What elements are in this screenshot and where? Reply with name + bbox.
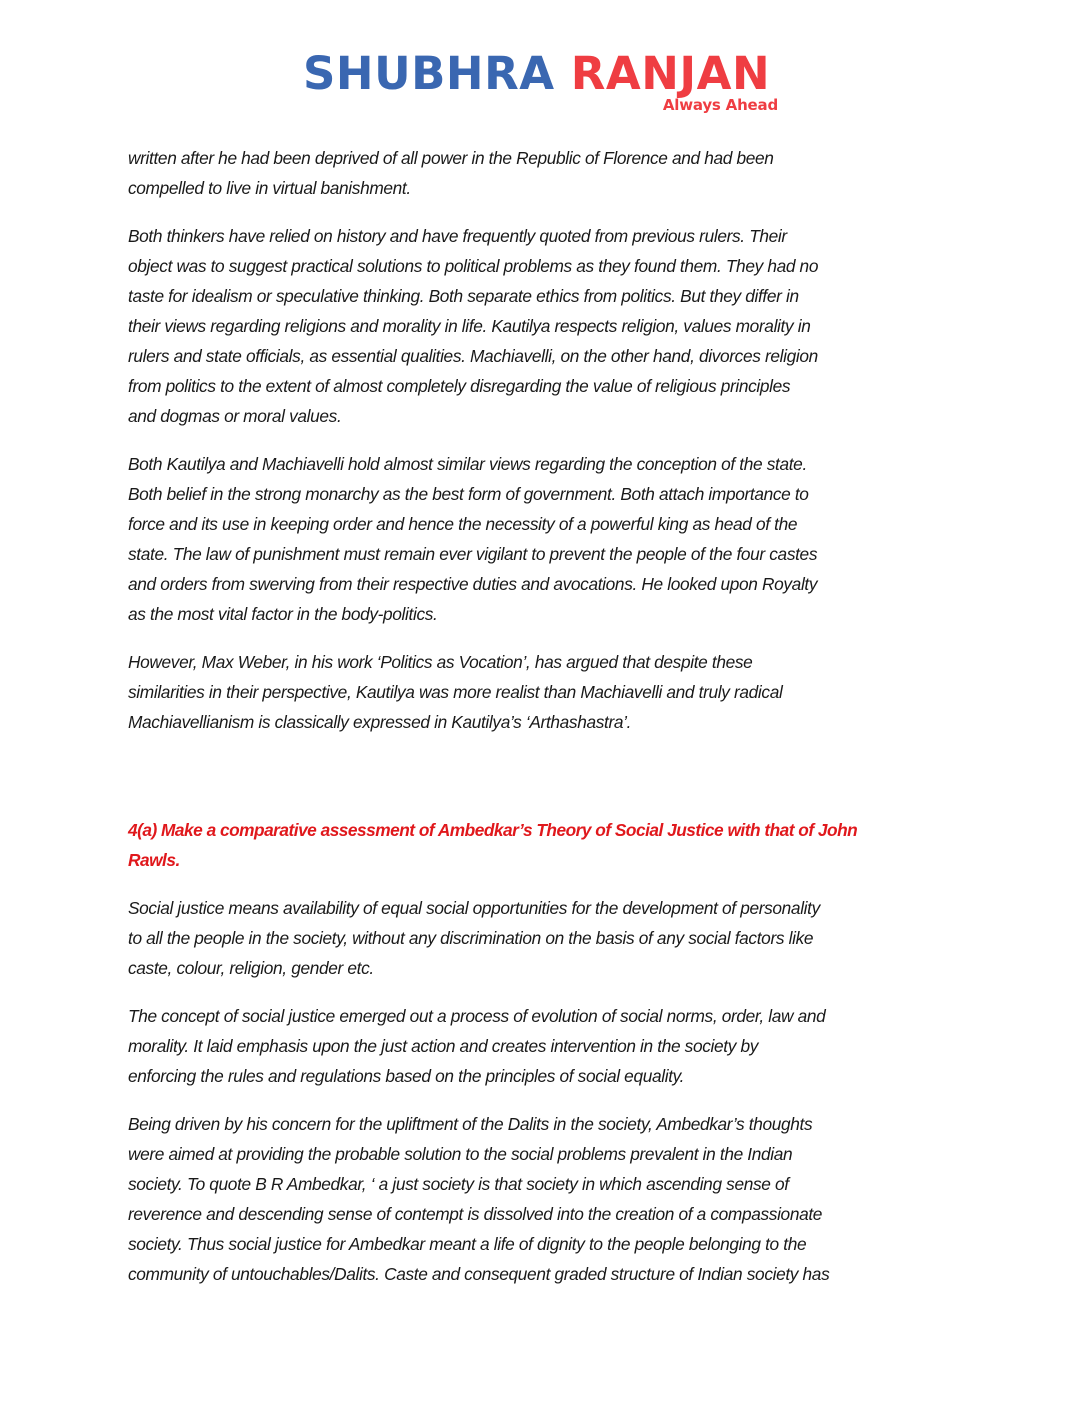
- text-line: as the most vital factor in the body-politics.: [128, 604, 438, 624]
- text-line: Both Kautilya and Machiavelli hold almost similar views regarding the conception of the state.: [128, 454, 807, 474]
- paragraph-both-thinkers: [128, 221, 968, 431]
- text-line: compelled to live in virtual banishment.: [128, 178, 411, 198]
- heading-line: 4(a) Make a comparative assessment of Ambedkar’s Theory of Social Justice with that of John: [128, 820, 858, 840]
- text-line: enforcing the rules and regulations based on the principles of social equality.: [128, 1066, 685, 1086]
- paragraph-social-justice-definition: [128, 893, 968, 983]
- text-line: were aimed at providing the probable solution to the social problems prevalent in the Indian: [128, 1144, 793, 1164]
- question-heading: [128, 815, 968, 875]
- text-line: Both thinkers have relied on history and have frequently quoted from previous rulers. Their: [128, 226, 787, 246]
- text-line: morality. It laid emphasis upon the just action and creates intervention in the society by: [128, 1036, 759, 1056]
- text-line: to all the people in the society, without any discrimination on the basis of any social factors like: [128, 928, 814, 948]
- text-line: The concept of social justice emerged out a process of evolution of social norms, order, law and: [128, 1006, 826, 1026]
- text-line: and dogmas or moral values.: [128, 406, 342, 426]
- text-line: their views regarding religions and morality in life. Kautilya respects religion, values morality in: [128, 316, 811, 336]
- text-line: society. To quote B R Ambedkar, ‘ a just society is that society in which ascending sense of: [128, 1174, 789, 1194]
- brand-logo: [303, 48, 770, 100]
- text-line: Social justice means availability of equal social opportunities for the development of personality: [128, 898, 820, 918]
- text-line: community of untouchables/Dalits. Caste and consequent graded structure of Indian society has: [128, 1264, 830, 1284]
- paragraph-max-weber: [128, 647, 968, 737]
- text-line: object was to suggest practical solutions to political problems as they found them. They had no: [128, 256, 819, 276]
- paragraph-continuation: [128, 143, 968, 203]
- heading-line: Rawls.: [128, 850, 180, 870]
- text-line: society. Thus social justice for Ambedkar meant a life of dignity to the people belonging to the: [128, 1234, 807, 1254]
- text-line: Being driven by his concern for the upliftment of the Dalits in the society, Ambedkar’s thoughts: [128, 1114, 813, 1134]
- page-header: [0, 46, 1088, 126]
- text-line: Machiavellianism is classically expressed in Kautilya’s ‘Arthashastra’.: [128, 712, 632, 732]
- brand-tagline: Always Ahead: [662, 96, 778, 114]
- text-line: similarities in their perspective, Kautilya was more realist than Machiavelli and truly radical: [128, 682, 783, 702]
- paragraph-conception-of-state: [128, 449, 968, 629]
- text-line: state. The law of punishment must remain ever vigilant to prevent the people of the four castes: [128, 544, 818, 564]
- paragraph-ambedkar-dalits: [128, 1109, 968, 1289]
- text-line: rulers and state officials, as essential qualities. Machiavelli, on the other hand, divorces religion: [128, 346, 818, 366]
- text-line: taste for idealism or speculative thinking. Both separate ethics from politics. But they differ in: [128, 286, 799, 306]
- text-line: written after he had been deprived of all power in the Republic of Florence and had been: [128, 148, 774, 168]
- text-line: and orders from swerving from their respective duties and avocations. He looked upon Royalty: [128, 574, 818, 594]
- text-line: Both belief in the strong monarchy as the best form of government. Both attach importance to: [128, 484, 809, 504]
- text-line: However, Max Weber, in his work ‘Politics as Vocation’, has argued that despite these: [128, 652, 753, 672]
- paragraph-concept-evolution: [128, 1001, 968, 1091]
- logo-word-ranjan: RANJAN: [570, 47, 771, 100]
- text-line: force and its use in keeping order and hence the necessity of a powerful king as head of the: [128, 514, 798, 534]
- text-line: caste, colour, religion, gender etc.: [128, 958, 374, 978]
- logo-word-shubhra: SHUBHRA: [303, 47, 555, 100]
- document-body: [128, 143, 968, 1289]
- text-line: reverence and descending sense of contempt is dissolved into the creation of a compassionate: [128, 1204, 823, 1224]
- text-line: from politics to the extent of almost completely disregarding the value of religious principles: [128, 376, 791, 396]
